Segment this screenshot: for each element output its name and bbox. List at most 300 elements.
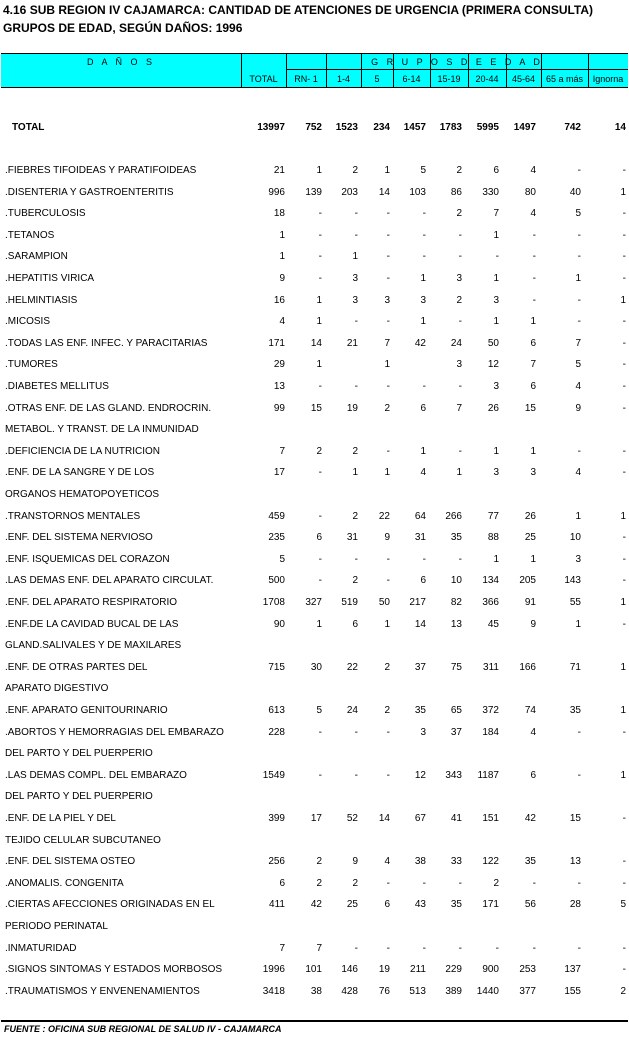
cell-value: 2 bbox=[384, 403, 390, 414]
cell-value: 99 bbox=[273, 403, 285, 414]
cell-value: 151 bbox=[482, 813, 499, 824]
cell-value: 343 bbox=[445, 770, 462, 781]
cell-value: - bbox=[622, 165, 626, 176]
cell-value: 2 bbox=[620, 986, 626, 997]
cell-value: 2 bbox=[456, 208, 462, 219]
row-label: .ENF. ISQUEMICAS DEL CORAZON bbox=[5, 554, 170, 565]
cell-value: 4 bbox=[384, 856, 390, 867]
cell-value: 82 bbox=[450, 597, 462, 608]
cell-value: 35 bbox=[524, 856, 536, 867]
cell-value: 6 bbox=[352, 619, 358, 630]
cell-value: - bbox=[422, 208, 426, 219]
cell-value: 1 bbox=[420, 316, 426, 327]
cell-value: 1 bbox=[384, 467, 390, 478]
cell-value: 3 bbox=[493, 381, 499, 392]
cell-value: - bbox=[318, 467, 322, 478]
header-age-group: RN- 1 bbox=[294, 74, 318, 84]
cell-value: 996 bbox=[268, 187, 285, 198]
row-label: .FIEBRES TIFOIDEAS Y PARATIFOIDEAS bbox=[5, 165, 197, 176]
cell-value: 19 bbox=[378, 964, 390, 975]
cell-value: 56 bbox=[524, 899, 536, 910]
cell-value: 4 bbox=[530, 208, 536, 219]
cell-value: 146 bbox=[341, 964, 358, 975]
row-label: ORGANOS HEMATOPOYETICOS bbox=[5, 489, 160, 500]
cell-value: - bbox=[532, 230, 536, 241]
cell-value: 17 bbox=[273, 467, 285, 478]
cell-value: 26 bbox=[524, 511, 536, 522]
cell-value: 742 bbox=[564, 122, 581, 133]
cell-value: - bbox=[458, 316, 462, 327]
header-grupos-edad: G R U P O S D E E D A D bbox=[371, 57, 543, 67]
cell-value: 7 bbox=[575, 338, 581, 349]
table-row bbox=[0, 529, 629, 549]
cell-value: 1 bbox=[493, 230, 499, 241]
row-label: .ENF. DE LA PIEL Y DEL bbox=[5, 813, 116, 824]
cell-value: - bbox=[532, 943, 536, 954]
cell-value: 1 bbox=[620, 662, 626, 673]
cell-value: 24 bbox=[450, 338, 462, 349]
table-subtitle: GRUPOS DE EDAD, SEGÚN DAÑOS: 1996 bbox=[3, 21, 243, 35]
table-row bbox=[0, 918, 629, 938]
header-danos: D A Ñ O S bbox=[86, 57, 155, 67]
cell-value: - bbox=[532, 878, 536, 889]
table-row bbox=[0, 853, 629, 873]
row-label: .ENF. DE OTRAS PARTES DEL bbox=[5, 662, 148, 673]
table-row bbox=[0, 486, 629, 506]
cell-value: - bbox=[386, 208, 390, 219]
cell-value: 6 bbox=[316, 532, 322, 543]
cell-value: 1 bbox=[420, 446, 426, 457]
row-label: TOTAL bbox=[12, 122, 45, 133]
cell-value: 1783 bbox=[439, 122, 462, 133]
cell-value: 76 bbox=[378, 986, 390, 997]
cell-value: - bbox=[318, 381, 322, 392]
cell-value: - bbox=[532, 273, 536, 284]
cell-value: 91 bbox=[524, 597, 536, 608]
cell-value: 10 bbox=[569, 532, 581, 543]
cell-value: 29 bbox=[273, 359, 285, 370]
cell-value: 65 bbox=[450, 705, 462, 716]
table-row bbox=[0, 400, 629, 420]
cell-value: - bbox=[622, 943, 626, 954]
row-label: .TUMORES bbox=[5, 359, 58, 370]
row-label: .HELMINTIASIS bbox=[5, 295, 78, 306]
table-row bbox=[0, 896, 629, 916]
cell-value: - bbox=[622, 532, 626, 543]
cell-value: - bbox=[458, 230, 462, 241]
cell-value: 13 bbox=[450, 619, 462, 630]
row-label: .INMATURIDAD bbox=[5, 943, 77, 954]
cell-value: 1 bbox=[620, 295, 626, 306]
row-label: .DISENTERIA Y GASTROENTERITIS bbox=[5, 187, 174, 198]
cell-value: 171 bbox=[268, 338, 285, 349]
cell-value: 229 bbox=[445, 964, 462, 975]
cell-value: - bbox=[318, 770, 322, 781]
table-row bbox=[0, 832, 629, 852]
cell-value: 217 bbox=[409, 597, 426, 608]
cell-value: 1 bbox=[316, 619, 322, 630]
cell-value: 35 bbox=[569, 705, 581, 716]
cell-value: - bbox=[318, 230, 322, 241]
cell-value: 43 bbox=[414, 899, 426, 910]
header-age-group: 5 bbox=[374, 74, 380, 84]
row-label: .ENF. DE LA SANGRE Y DE LOS bbox=[5, 467, 155, 478]
cell-value: 5 bbox=[575, 208, 581, 219]
cell-value: - bbox=[622, 467, 626, 478]
cell-value: 2 bbox=[352, 165, 358, 176]
cell-value: 13 bbox=[569, 856, 581, 867]
cell-value: 13 bbox=[273, 381, 285, 392]
cell-value: 38 bbox=[414, 856, 426, 867]
cell-value: 366 bbox=[482, 597, 499, 608]
cell-value: - bbox=[622, 359, 626, 370]
row-label: TEJIDO CELULAR SUBCUTANEO bbox=[5, 835, 161, 846]
cell-value: - bbox=[386, 446, 390, 457]
cell-value: 1 bbox=[352, 251, 358, 262]
cell-value: 143 bbox=[564, 575, 581, 586]
table-row bbox=[0, 724, 629, 744]
cell-value: - bbox=[386, 554, 390, 565]
cell-value: 37 bbox=[414, 662, 426, 673]
cell-value: 4 bbox=[530, 727, 536, 738]
cell-value: - bbox=[622, 403, 626, 414]
row-label: .ENF. DEL SISTEMA NERVIOSO bbox=[5, 532, 153, 543]
cell-value: 1523 bbox=[335, 122, 358, 133]
header-age-group: 65 a más bbox=[545, 74, 584, 84]
cell-value: 1 bbox=[530, 446, 536, 457]
cell-value: 311 bbox=[483, 662, 499, 673]
cell-value: 1 bbox=[620, 597, 626, 608]
header-age-group: Ignorna bbox=[592, 74, 624, 84]
cell-value: 171 bbox=[482, 899, 499, 910]
cell-value: 50 bbox=[378, 597, 390, 608]
cell-value: - bbox=[577, 727, 581, 738]
header-age-group: 20-44 bbox=[475, 74, 499, 84]
cell-value: 134 bbox=[482, 575, 499, 586]
cell-value: 9 bbox=[384, 532, 390, 543]
row-label: .MICOSIS bbox=[5, 316, 51, 327]
cell-value: - bbox=[318, 575, 322, 586]
cell-value: 35 bbox=[414, 705, 426, 716]
cell-value: 5 bbox=[279, 554, 285, 565]
cell-value: - bbox=[386, 316, 390, 327]
cell-value: 31 bbox=[346, 532, 358, 543]
cell-value: 5 bbox=[575, 359, 581, 370]
cell-value: 2 bbox=[352, 575, 358, 586]
cell-value: - bbox=[458, 381, 462, 392]
table-row bbox=[0, 875, 629, 895]
cell-value: 103 bbox=[409, 187, 426, 198]
table-row bbox=[0, 659, 629, 679]
cell-value: 86 bbox=[450, 187, 462, 198]
table-row bbox=[0, 270, 629, 290]
cell-value: - bbox=[622, 381, 626, 392]
table-row bbox=[0, 421, 629, 441]
cell-value: 16 bbox=[273, 295, 285, 306]
cell-value: 101 bbox=[305, 964, 322, 975]
cell-value: 31 bbox=[414, 532, 426, 543]
cell-value: 411 bbox=[269, 899, 285, 910]
table-row bbox=[0, 745, 629, 765]
table-row bbox=[0, 227, 629, 247]
cell-value: 715 bbox=[268, 662, 285, 673]
cell-value: 6 bbox=[493, 165, 499, 176]
cell-value: - bbox=[386, 273, 390, 284]
cell-value: - bbox=[577, 770, 581, 781]
cell-value: 1 bbox=[316, 359, 322, 370]
cell-value: - bbox=[458, 446, 462, 457]
cell-value: - bbox=[318, 554, 322, 565]
cell-value: - bbox=[622, 878, 626, 889]
cell-value: 25 bbox=[346, 899, 358, 910]
row-label: .OTRAS ENF. DE LAS GLAND. ENDROCRIN. bbox=[5, 403, 212, 414]
cell-value: 25 bbox=[524, 532, 536, 543]
cell-value: 77 bbox=[487, 511, 499, 522]
cell-value: - bbox=[622, 338, 626, 349]
table-row bbox=[0, 940, 629, 960]
cell-value: 35 bbox=[450, 899, 462, 910]
cell-value: 9 bbox=[279, 273, 285, 284]
header-age-group: 6-14 bbox=[402, 74, 421, 84]
cell-value: 228 bbox=[268, 727, 285, 738]
cell-value: - bbox=[577, 878, 581, 889]
cell-value: 1 bbox=[420, 273, 426, 284]
cell-value: - bbox=[577, 230, 581, 241]
cell-value: 1 bbox=[352, 467, 358, 478]
cell-value: 12 bbox=[414, 770, 426, 781]
cell-value: 235 bbox=[268, 532, 285, 543]
cell-value: 14 bbox=[310, 338, 322, 349]
cell-value: 327 bbox=[305, 597, 322, 608]
cell-value: - bbox=[386, 381, 390, 392]
row-label: .ENF. APARATO GENITOURINARIO bbox=[5, 705, 168, 716]
cell-value: - bbox=[318, 511, 322, 522]
cell-value: 38 bbox=[310, 986, 322, 997]
cell-value: 1 bbox=[493, 446, 499, 457]
cell-value: 5995 bbox=[476, 122, 499, 133]
table-row bbox=[0, 637, 629, 657]
cell-value: 50 bbox=[487, 338, 499, 349]
cell-value: - bbox=[386, 575, 390, 586]
cell-value: 37 bbox=[450, 727, 462, 738]
cell-value: - bbox=[577, 165, 581, 176]
row-label: .DEFICIENCIA DE LA NUTRICION bbox=[5, 446, 161, 457]
cell-value: 7 bbox=[493, 208, 499, 219]
table-row bbox=[0, 464, 629, 484]
cell-value: - bbox=[577, 446, 581, 457]
cell-value: 1497 bbox=[513, 122, 536, 133]
cell-value: - bbox=[577, 316, 581, 327]
cell-value: 137 bbox=[564, 964, 581, 975]
header-total: TOTAL bbox=[249, 74, 278, 84]
table-row bbox=[0, 162, 629, 182]
cell-value: - bbox=[354, 943, 358, 954]
cell-value: 6 bbox=[530, 770, 536, 781]
cell-value: 752 bbox=[305, 122, 322, 133]
cell-value: 52 bbox=[346, 813, 358, 824]
cell-value: - bbox=[622, 251, 626, 262]
row-label: .TUBERCULOSIS bbox=[5, 208, 86, 219]
cell-value: 613 bbox=[268, 705, 285, 716]
cell-value: 3 bbox=[456, 359, 462, 370]
row-label: METABOL. Y TRANST. DE LA INMUNIDAD bbox=[5, 424, 199, 435]
cell-value: - bbox=[354, 770, 358, 781]
cell-value: - bbox=[386, 943, 390, 954]
row-label: .ABORTOS Y HEMORRAGIAS DEL EMBARAZO bbox=[5, 727, 224, 738]
cell-value: 2 bbox=[456, 165, 462, 176]
cell-value: 1 bbox=[575, 619, 581, 630]
cell-value: 1187 bbox=[477, 770, 499, 781]
row-label: .TODAS LAS ENF. INFEC. Y PARACITARIAS bbox=[5, 338, 208, 349]
cell-value: 2 bbox=[316, 856, 322, 867]
cell-value: 4 bbox=[575, 381, 581, 392]
table-row bbox=[0, 378, 629, 398]
cell-value: 7 bbox=[316, 943, 322, 954]
cell-value: 428 bbox=[341, 986, 358, 997]
cell-value: - bbox=[422, 878, 426, 889]
cell-value: 21 bbox=[346, 338, 358, 349]
cell-value: 1 bbox=[384, 165, 390, 176]
row-label: .DIABETES MELLITUS bbox=[5, 381, 109, 392]
cell-value: 1996 bbox=[262, 964, 285, 975]
cell-value: 3 bbox=[384, 295, 390, 306]
cell-value: 75 bbox=[450, 662, 462, 673]
cell-value: 2 bbox=[456, 295, 462, 306]
cell-value: 459 bbox=[268, 511, 285, 522]
cell-value: 1549 bbox=[262, 770, 285, 781]
table-row bbox=[0, 443, 629, 463]
cell-value: 22 bbox=[346, 662, 358, 673]
cell-value: - bbox=[622, 813, 626, 824]
cell-value: 80 bbox=[524, 187, 536, 198]
cell-value: 6 bbox=[279, 878, 285, 889]
cell-value: 14 bbox=[378, 187, 390, 198]
row-label: .TRANSTORNOS MENTALES bbox=[5, 511, 141, 522]
cell-value: - bbox=[318, 273, 322, 284]
cell-value: - bbox=[622, 856, 626, 867]
cell-value: 17 bbox=[310, 813, 322, 824]
row-label: .CIERTAS AFECCIONES ORIGINADAS EN EL bbox=[5, 899, 215, 910]
cell-value: 900 bbox=[482, 964, 499, 975]
cell-value: 2 bbox=[352, 511, 358, 522]
row-label: DEL PARTO Y DEL PUERPERIO bbox=[5, 748, 153, 759]
cell-value: 256 bbox=[268, 856, 285, 867]
cell-value: 1 bbox=[316, 295, 322, 306]
cell-value: 1 bbox=[530, 316, 536, 327]
cell-value: 42 bbox=[524, 813, 536, 824]
cell-value: - bbox=[577, 251, 581, 262]
cell-value: - bbox=[532, 251, 536, 262]
table-header bbox=[1, 53, 628, 88]
table-title: 4.16 SUB REGION IV CAJAMARCA: CANTIDAD DE ATENCIONES DE URGENCIA (PRIMERA CONSULTA) bbox=[3, 3, 594, 17]
footer-rule bbox=[1, 1020, 628, 1022]
cell-value: 155 bbox=[564, 986, 581, 997]
cell-value: - bbox=[422, 230, 426, 241]
cell-value: 26 bbox=[487, 403, 499, 414]
total-row bbox=[0, 119, 629, 139]
cell-value: 2 bbox=[384, 662, 390, 673]
cell-value: 2 bbox=[384, 705, 390, 716]
table-row bbox=[0, 594, 629, 614]
row-label: .LAS DEMAS ENF. DEL APARATO CIRCULAT. bbox=[5, 575, 214, 586]
cell-value: 7 bbox=[279, 943, 285, 954]
cell-value: 10 bbox=[450, 575, 462, 586]
cell-value: 21 bbox=[273, 165, 285, 176]
cell-value: 6 bbox=[384, 899, 390, 910]
cell-value: 1457 bbox=[403, 122, 426, 133]
table-row bbox=[0, 702, 629, 722]
cell-value: - bbox=[458, 554, 462, 565]
cell-value: 15 bbox=[524, 403, 536, 414]
cell-value: 5 bbox=[420, 165, 426, 176]
cell-value: 3 bbox=[575, 554, 581, 565]
cell-value: - bbox=[458, 943, 462, 954]
cell-value: 88 bbox=[487, 532, 499, 543]
cell-value: 1 bbox=[493, 273, 499, 284]
cell-value: 9 bbox=[530, 619, 536, 630]
cell-value: 22 bbox=[378, 511, 390, 522]
row-label: .SIGNOS SINTOMAS Y ESTADOS MORBOSOS bbox=[5, 964, 223, 975]
cell-value: - bbox=[495, 251, 499, 262]
cell-value: 2 bbox=[493, 878, 499, 889]
table-row bbox=[0, 335, 629, 355]
cell-value: - bbox=[622, 575, 626, 586]
cell-value: 14 bbox=[378, 813, 390, 824]
cell-value: - bbox=[354, 208, 358, 219]
table-row bbox=[0, 616, 629, 636]
table-row bbox=[0, 248, 629, 268]
cell-value: 377 bbox=[519, 986, 536, 997]
cell-value: - bbox=[577, 295, 581, 306]
cell-value: 67 bbox=[414, 813, 426, 824]
cell-value: 2 bbox=[316, 878, 322, 889]
cell-value: 12 bbox=[487, 359, 499, 370]
cell-value: - bbox=[354, 554, 358, 565]
cell-value: - bbox=[422, 943, 426, 954]
table-row bbox=[0, 356, 629, 376]
table-row bbox=[0, 205, 629, 225]
cell-value: 6 bbox=[530, 338, 536, 349]
cell-value: - bbox=[386, 770, 390, 781]
cell-value: - bbox=[422, 554, 426, 565]
cell-value: 42 bbox=[414, 338, 426, 349]
cell-value: - bbox=[422, 381, 426, 392]
cell-value: 1 bbox=[575, 273, 581, 284]
cell-value: - bbox=[622, 230, 626, 241]
cell-value: 14 bbox=[414, 619, 426, 630]
row-label: .SARAMPION bbox=[5, 251, 68, 262]
cell-value: 211 bbox=[410, 964, 426, 975]
cell-value: 7 bbox=[384, 338, 390, 349]
cell-value: 389 bbox=[445, 986, 462, 997]
cell-value: - bbox=[458, 251, 462, 262]
cell-value: 500 bbox=[268, 575, 285, 586]
row-label: DEL PARTO Y DEL PUERPERIO bbox=[5, 791, 153, 802]
cell-value: 15 bbox=[569, 813, 581, 824]
cell-value: 4 bbox=[530, 165, 536, 176]
cell-value: 7 bbox=[456, 403, 462, 414]
cell-value: 513 bbox=[409, 986, 426, 997]
cell-value: 6 bbox=[420, 575, 426, 586]
cell-value: - bbox=[354, 230, 358, 241]
cell-value: 15 bbox=[310, 403, 322, 414]
cell-value: 1 bbox=[493, 554, 499, 565]
cell-value: 7 bbox=[530, 359, 536, 370]
cell-value: 90 bbox=[273, 619, 285, 630]
cell-value: - bbox=[622, 446, 626, 457]
cell-value: 19 bbox=[346, 403, 358, 414]
cell-value: 1 bbox=[493, 316, 499, 327]
